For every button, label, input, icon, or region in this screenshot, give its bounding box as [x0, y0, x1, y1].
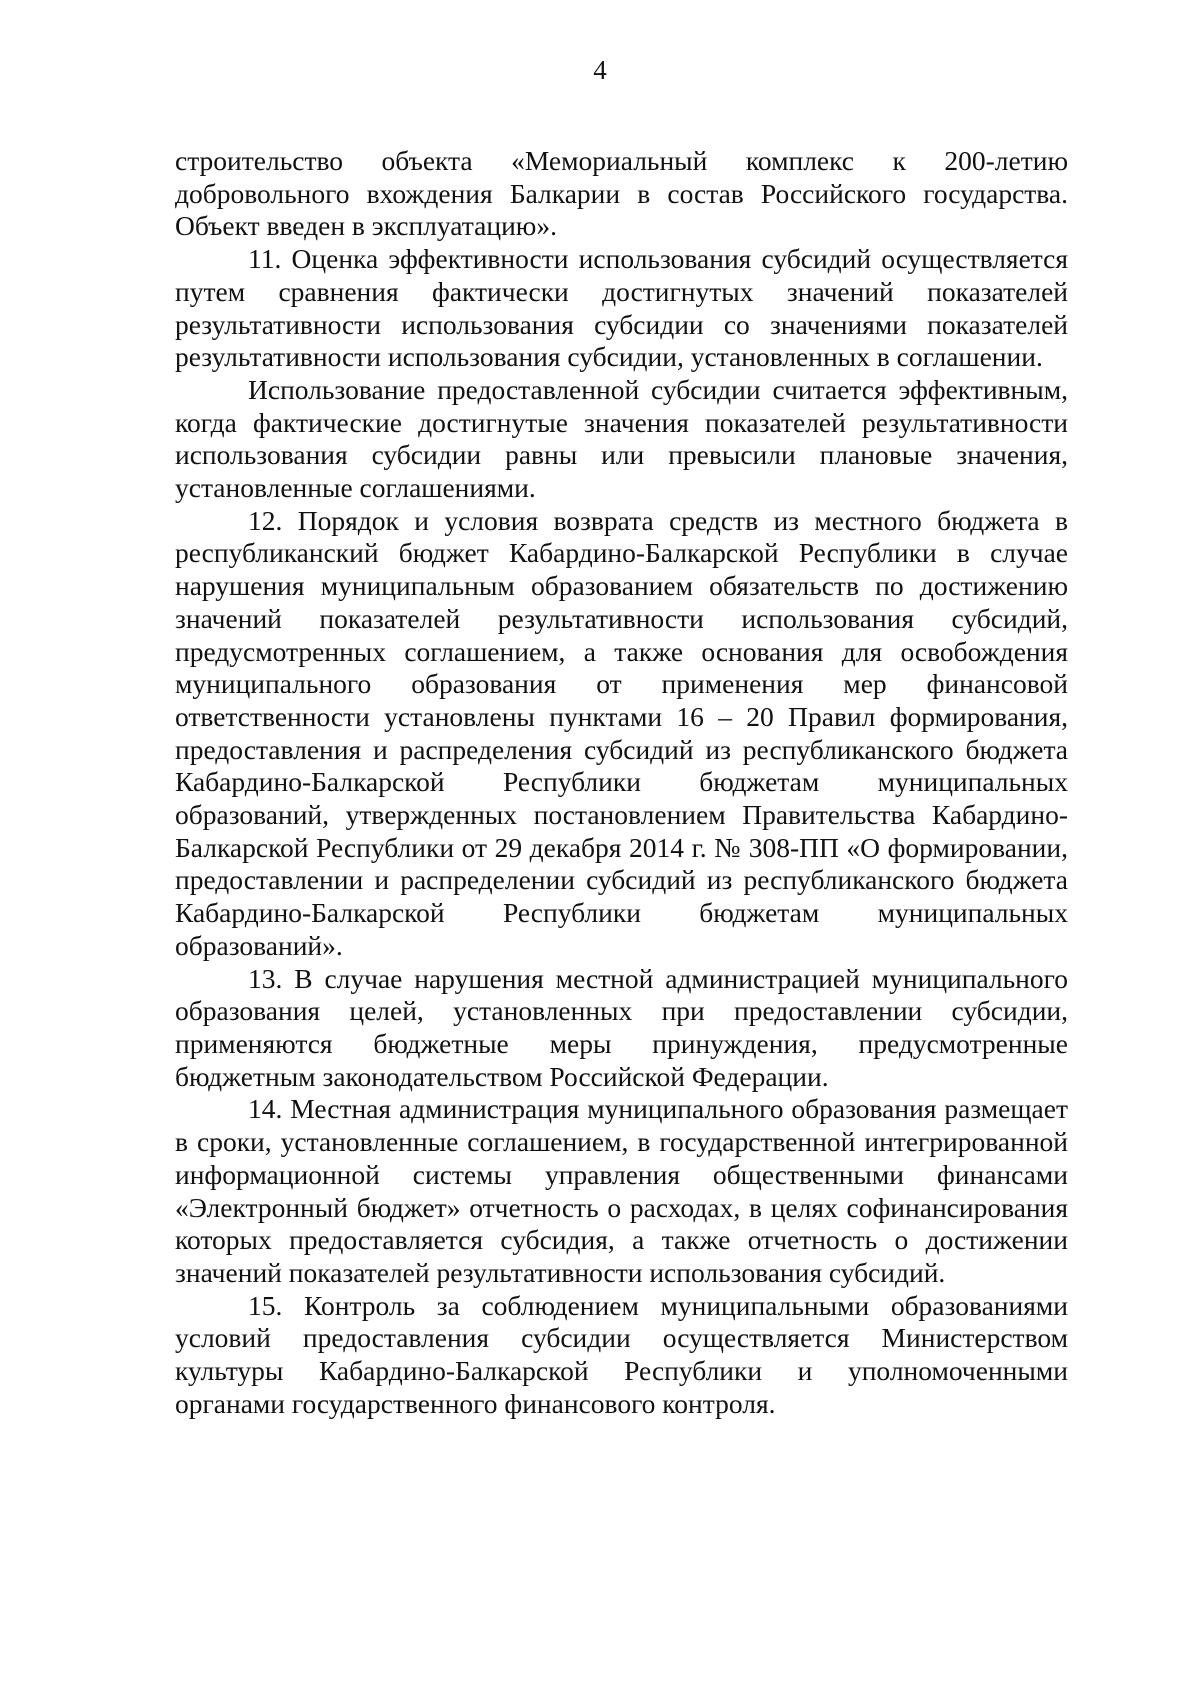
paragraph-item-13: 13. В случае нарушения местной администрацией муниципального образования целей, установленных при предоставлении субсидии, применяются бюджетные меры принуждения, предусмотренные бюджетным законодательством Российской Федерации.: [175, 962, 1068, 1092]
paragraph-item-11-usage: Использование предоставленной субсидии считается эффективным, когда фактические достигнутые значения показателей результативности использования субсидии равны или превысили плановые значения, установленные соглашениями.: [175, 373, 1068, 504]
paragraph-item-15: 15. Контроль за соблюдением муниципальными образованиями условий предоставления субсидии осуществляется Министерством культуры Кабардино-Балкарской Республики и уполномоченными органами государственного финансового контроля.: [175, 1289, 1068, 1419]
paragraph-item-12: 12. Порядок и условия возврата средств из местного бюджета в республиканский бюджет Кабардино-Балкарской Республики в случае нарушения муниципальным образованием обязательств по достижению значений показателей результативности использования субсидий, предусмотренных соглашением, а также основания для освобождения муниципального образования от применения мер финансовой ответственности установлены пунктами 16 – 20 Правил формирования, предоставления и распределения субсидий из республиканского бюджета Кабардино-Балкарской Республики бюджетам муниципальных образований, утвержденных постановлением Правительства Кабардино-Балкарской Республики от 29 декабря 2014 г. № 308-ПП «О формировании, предоставлении и распределении субсидий из республиканского бюджета Кабардино-Балкарской Республики бюджетам муниципальных образований».: [175, 504, 1068, 961]
paragraph-continuation: строительство объекта «Мемориальный комплекс к 200-летию добровольного вхождения Балкарии в состав Российского государства. Объект введен в эксплуатацию».: [175, 145, 1068, 242]
page-number: 4: [593, 55, 607, 85]
document-body: [175, 145, 1068, 1420]
paragraph-item-14: 14. Местная администрация муниципального образования размещает в сроки, установленные соглашением, в государственной интегрированной информационной системы управления общественными финансами «Электронный бюджет» отчетность о расходах, в целях софинансирования которых предоставляется субсидия, а также отчетность о достижении значений показателей результативности использования субсидий.: [175, 1093, 1068, 1288]
paragraph-item-11: 11. Оценка эффективности использования субсидий осуществляется путем сравнения фактически достигнутых значений показателей результативности использования субсидии со значениями показателей результативности использования субсидии, установленных в соглашении.: [175, 243, 1068, 373]
